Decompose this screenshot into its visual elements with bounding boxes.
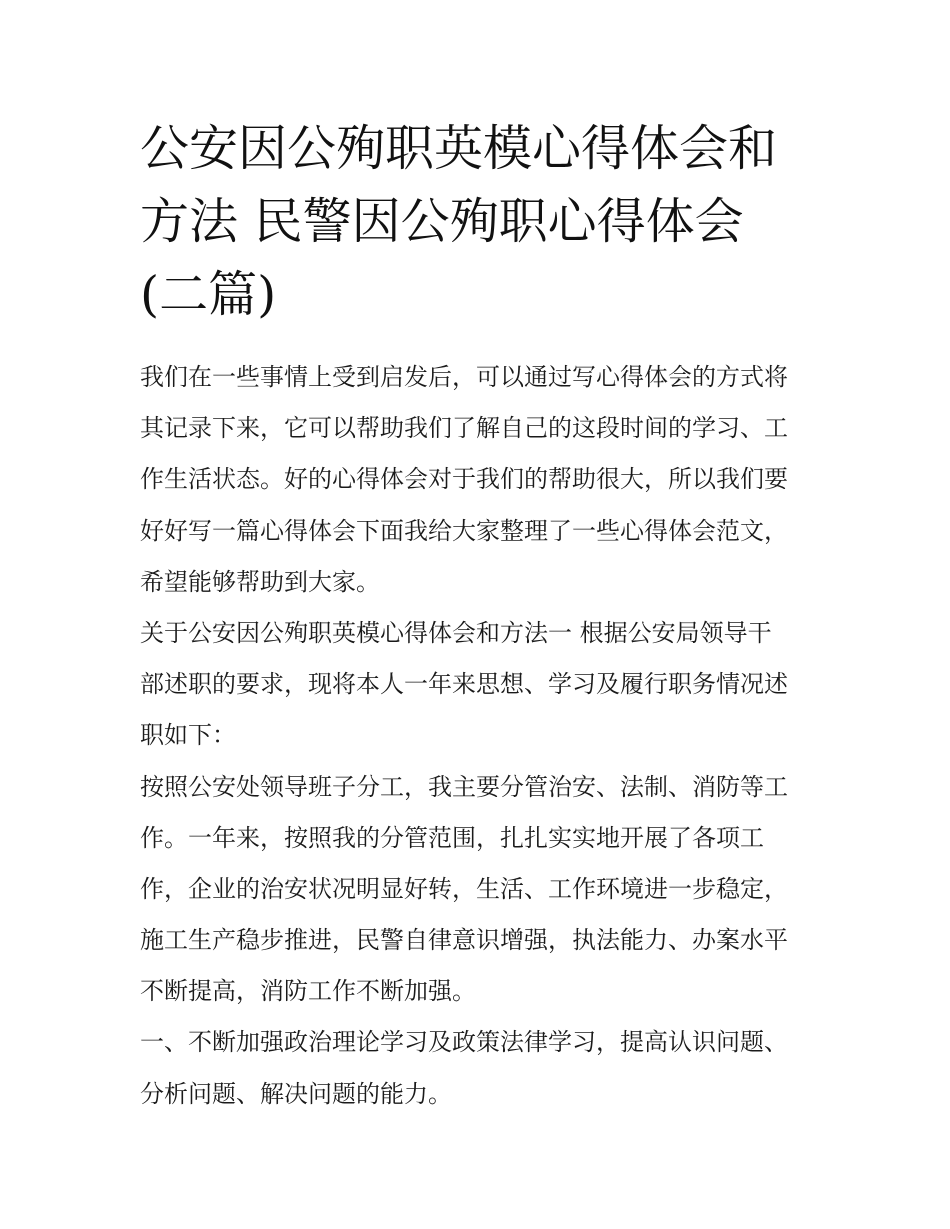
text-line: 好好写一篇心得体会下面我给大家整理了一些心得体会范文， (140, 516, 788, 545)
paragraph-heading-one (140, 1017, 830, 1119)
text-line: 分析问题、解决问题的能力。 (140, 1079, 452, 1108)
text-line: 按照公安处领导班子分工，我主要分管治安、法制、消防等工 (140, 772, 788, 801)
text-line: 关于公安因公殉职英模心得体会和方法一 根据公安局领导干 (140, 618, 772, 647)
text-line: 部述职的要求，现将本人一年来思想、学习及履行职务情况述 (140, 670, 788, 699)
text-line: 作，企业的治安状况明显好转，生活、工作环境进一步稳定， (140, 874, 788, 903)
text-line: 职如下： (140, 721, 236, 750)
text-line: 希望能够帮助到大家。 (140, 567, 380, 596)
text-line: 作。一年来，按照我的分管范围，扎扎实实地开展了各项工 (140, 823, 764, 852)
paragraph-intro (140, 352, 830, 608)
text-line: 我们在一些事情上受到启发后，可以通过写心得体会的方式将 (140, 363, 788, 391)
text-line: 作生活状态。好的心得体会对于我们的帮助很大，所以我们要 (140, 465, 788, 494)
text-line: 施工生产稳步推进，民警自律意识增强，执法能力、办案水平 (140, 926, 788, 955)
paragraph-duties (140, 762, 830, 1018)
title-line: 公安因公殉职英模心得体会和 (140, 120, 778, 177)
document-title (140, 112, 820, 331)
text-line: 不断提高，消防工作不断加强。 (140, 977, 476, 1006)
document-body (140, 352, 830, 1120)
paragraph-section-one (140, 608, 830, 762)
text-line: 一、不断加强政治理论学习及政策法律学习，提高认识问题、 (140, 1028, 788, 1057)
title-line: (二篇) (140, 266, 277, 323)
text-line: 其记录下来，它可以帮助我们了解自己的这段时间的学习、工 (140, 414, 788, 443)
title-line: 方法 民警因公殉职心得体会 (140, 193, 744, 250)
